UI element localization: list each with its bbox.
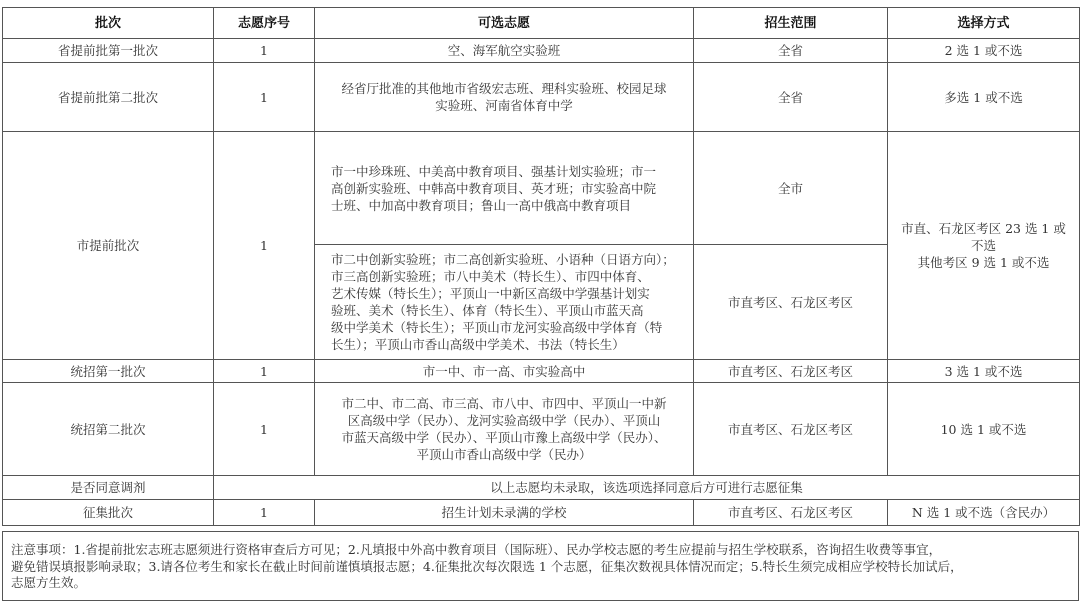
scope-cell: 市直考区、石龙区考区 (694, 360, 888, 383)
batch-cell: 省提前批第一批次 (3, 39, 214, 63)
merged-note-cell: 以上志愿均未录取，该选项选择同意后方可进行志愿征集 (214, 476, 1080, 500)
header-batch: 批次 (3, 8, 214, 39)
table-header-row (3, 8, 1080, 39)
choices-line: 验班、美术（特长生）、体育（特长生）、平顶山市蓝天高 (331, 303, 644, 318)
method-line: 不选 (970, 238, 996, 253)
table-row (3, 383, 1080, 476)
choices-line: 市蓝天高级中学（民办）、平顶山市豫上高级中学（民办）、 (341, 430, 667, 445)
choices-line: 平顶山市香山高级中学（民办） (416, 447, 592, 462)
choices-line: 级中学美术（特长生）；平顶山市龙河实验高级中学体育（特 (331, 320, 663, 335)
seq-cell: 1 (214, 383, 315, 476)
method-line: 其他考区 9 选 1 或不选 (917, 255, 1050, 270)
choices-cell (315, 383, 694, 476)
batch-cell: 市提前批次 (3, 132, 214, 360)
batch-cell: 省提前批第二批次 (3, 63, 214, 132)
choices-line: 市二中、市二高、市三高、市八中、市四中、平顶山一中新 (341, 396, 667, 411)
table-row (3, 63, 1080, 132)
method-cell (888, 132, 1080, 360)
batch-cell: 统招第一批次 (3, 360, 214, 383)
method-cell: 2 选 1 或不选 (888, 39, 1080, 63)
method-line: 市直、石龙区考区 23 选 1 或 (901, 221, 1066, 236)
seq-cell: 1 (214, 132, 315, 360)
scope-cell: 全省 (694, 63, 888, 132)
choices-cell: 市一中、市一高、市实验高中 (315, 360, 694, 383)
method-cell: N 选 1 或不选（含民办） (888, 500, 1080, 526)
seq-cell: 1 (214, 360, 315, 383)
notes-box (2, 531, 1079, 601)
choices-line: 经省厅批准的其他地市省级宏志班、理科实验班、校园足球 (341, 81, 667, 96)
table-row (3, 132, 1080, 245)
notes-line: 志愿方生效。 (11, 575, 87, 590)
scope-cell: 市直考区、石龙区考区 (694, 245, 888, 360)
choices-line: 高创新实验班、中韩高中教育项目、英才班；市实验高中院 (331, 180, 657, 196)
scope-cell: 全省 (694, 39, 888, 63)
batch-cell: 征集批次 (3, 500, 214, 526)
scope-cell: 市直考区、石龙区考区 (694, 500, 888, 526)
choices-line: 实验班、河南省体育中学 (435, 98, 573, 113)
batch-cell: 统招第二批次 (3, 383, 214, 476)
header-seq: 志愿序号 (214, 8, 315, 39)
table-row (3, 39, 1080, 63)
method-cell: 3 选 1 或不选 (888, 360, 1080, 383)
choices-cell (315, 132, 694, 245)
header-choices: 可选志愿 (315, 8, 694, 39)
seq-cell: 1 (214, 63, 315, 132)
batch-cell: 是否同意调剂 (3, 476, 214, 500)
notes-line: 注意事项：1.省提前批宏志班志愿须进行资格审查后方可见；2.凡填报中外高中教育项目（国际班）、民办学校志愿的考生应提前与招生学校联系，咨询招生收费等事宜， (11, 542, 942, 557)
scope-cell: 市直考区、石龙区考区 (694, 383, 888, 476)
table-row (3, 360, 1080, 383)
seq-cell: 1 (214, 39, 315, 63)
method-cell: 多选 1 或不选 (888, 63, 1080, 132)
choices-line: 市一中珍珠班、中美高中教育项目、强基计划实验班；市一 (331, 163, 657, 179)
table-row (3, 500, 1080, 526)
choices-line: 区高级中学（民办）、龙河实验高级中学（民办）、平顶山 (347, 413, 661, 428)
notes-line: 避免错误填报影响录取；3.请各位考生和家长在截止时间前谨慎填报志愿；4.征集批次每次限选 1 个志愿，征集次数视具体情况而定；5.特长生须完成相应学校特长加试后， (11, 558, 963, 574)
scope-cell: 全市 (694, 132, 888, 245)
header-method: 选择方式 (888, 8, 1080, 39)
choices-line: 市三高创新实验班；市八中美术（特长生）、市四中体育、 (331, 269, 650, 284)
seq-cell: 1 (214, 500, 315, 526)
choices-line: 艺术传媒（特长生）；平顶山一中新区高级中学强基计划实 (331, 286, 650, 301)
header-scope: 招生范围 (694, 8, 888, 39)
choices-cell (315, 63, 694, 132)
choices-line: 市二中创新实验班；市二高创新实验班、小语种（日语方向）； (331, 252, 675, 267)
choices-line: 士班、中加高中教育项目；鲁山一高中俄高中教育项目 (331, 197, 632, 213)
choices-cell: 招生计划未录满的学校 (315, 500, 694, 526)
choices-line: 长生）；平顶山市香山高级中学美术、书法（特长生） (331, 337, 625, 352)
choices-cell (315, 245, 694, 360)
method-cell: 10 选 1 或不选 (888, 383, 1080, 476)
admission-table (2, 7, 1080, 526)
table-row (3, 476, 1080, 500)
choices-cell: 空、海军航空实验班 (315, 39, 694, 63)
